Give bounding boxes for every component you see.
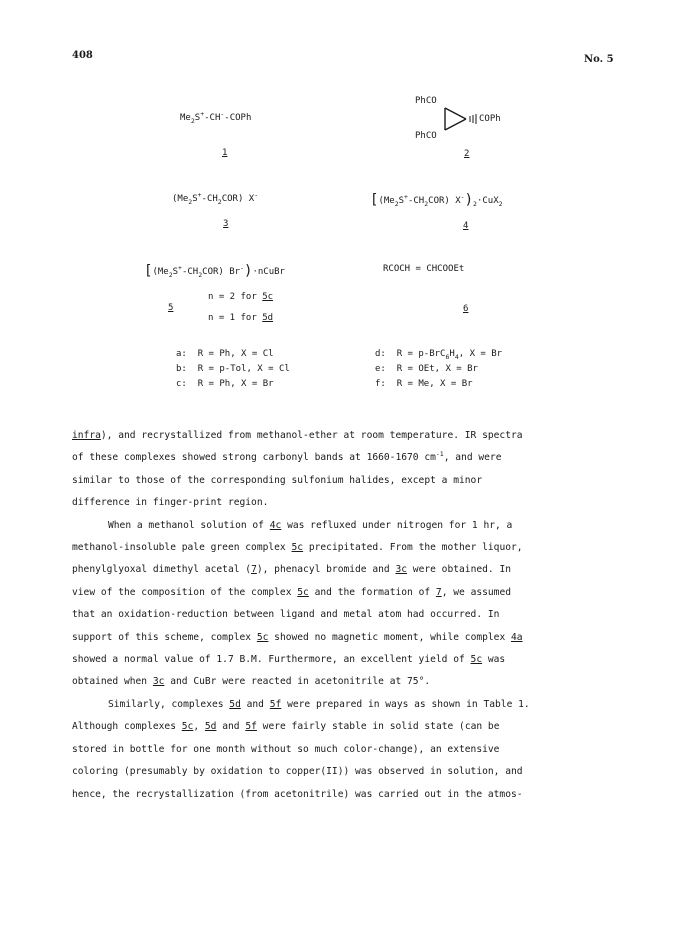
compound-5-formula: [$(Me_2S^+-CH_2COR)$ Br-)·nCuBr (144, 263, 285, 279)
substituent-f: f: R = Me, X = Br (375, 379, 473, 389)
substituent-b: b: R = p-Tol, X = Cl (176, 364, 290, 374)
substituent-e: e: R = OEt, X = Br (375, 364, 478, 374)
substituent-list-right (375, 347, 502, 392)
substituent-d: d: $R = p-BrC_6H_4$, X = Br (375, 349, 503, 361)
compound-5-label: 5 (168, 303, 174, 313)
compound-2-label: 2 (464, 149, 470, 159)
compound-1-label: 1 (222, 148, 228, 158)
substituent-list-left (176, 347, 290, 392)
body-text (72, 425, 612, 806)
substituent-c: c: R = Ph, X = Br (176, 379, 274, 389)
compound-1-formula: $Me_2S^+-CH^-$-COPh (180, 110, 252, 125)
paragraph-2: When a methanol solution of 4c was refluxed under nitrogen for 1 hr, a methanol-insoluble pale green complex 5c precipitated. From the mother liquor, phenylglyoxal dimethyl acetal (7), phenacyl bromide and 3c were obtained. In view of the composition of the complex 5c and the formation of 7, we assumed that an oxidation-reduction between ligand and metal atom had occurred. In support of this scheme, complex 5c showed no magnetic moment, while complex 4a showed a normal value of 1.7 B.M. Furthermore, an excellent yield of 5c was obtained when 3c and CuBr were reacted in acetonitrile at 75°. (72, 519, 523, 688)
issue-number: No. 5 (584, 54, 614, 65)
compound-4-formula: [$(Me_2S^+-CH_2COR)$ $X^-)_2\cdot CuX_2$ (370, 192, 503, 208)
compound-2-group-top: PhCO (415, 96, 437, 106)
compound-3-formula: $(Me_2S^+-CH_2COR)$ X- (172, 191, 259, 206)
page-number: 408 (72, 50, 93, 61)
compound-4-label: 4 (463, 221, 469, 231)
paragraph-3: Similarly, complexes 5d and 5f were prepared in ways as shown in Table 1. Although complexes 5c, 5d and 5f were fairly stable in solid state (can be stored in bottle for one month without so much color-change), an extensive coloring (presumably by oxidation to copper(II)) was observed in solution, and hence, the recrystallization (from acetonitrile) was carried out in the atmos- (72, 698, 530, 800)
compound-6-formula: RCOCH = CHCOOEt (383, 264, 465, 274)
compound-2-group-bottom: PhCO (415, 131, 437, 141)
substituent-a: a: R = Ph, X = Cl (176, 349, 274, 359)
compound-5-condition-1: n = 2 for 5c (208, 292, 274, 302)
compound-6-label: 6 (463, 304, 469, 314)
compound-3-label: 3 (223, 219, 229, 229)
compound-5-condition-2: n = 1 for 5d (208, 313, 274, 323)
ref-infra: infra (72, 430, 101, 441)
compound-2-group-right: COPh (479, 114, 501, 124)
paragraph-1: infra), and recrystallized from methanol-ether at room temperature. IR spectra of these complexes showed strong carbonyl bands at 1660-1670 $cm^{-1}$, and were similar to those of the corresponding sulfonium halides, except a minor difference in finger-print region. (72, 430, 523, 509)
